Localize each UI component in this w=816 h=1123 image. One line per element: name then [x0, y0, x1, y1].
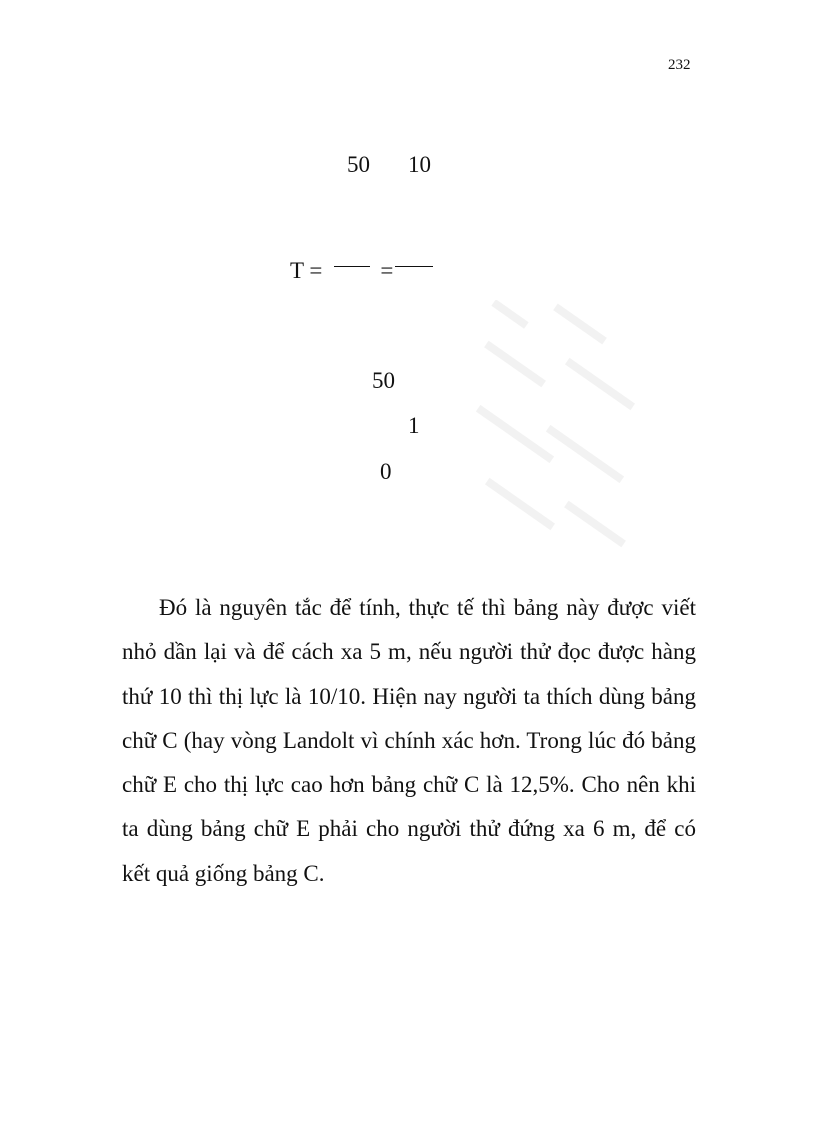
- formula-numerator-right: 10: [408, 152, 431, 177]
- formula-denominator-right-top: 1: [408, 413, 420, 438]
- formula-line: [290, 258, 433, 284]
- fraction-bar-2: [395, 266, 433, 267]
- fraction-bar-1: [334, 266, 370, 267]
- body-paragraph: Đó là nguyên tắc để tính, thực tế thì bảng này được viết nhỏ dần lại và để cách xa 5 m, nếu người thử đọc được hàng thứ 10 thì thị lực là 10/10. Hiện nay người ta thích dùng bảng chữ C (hay vòng Landolt vì chính xác hơn. Trong lúc đó bảng chữ E cho thị lực cao hơn bảng chữ C là 12,5%. Cho nên khi ta dùng bảng chữ E phải cho người thử đứng xa 6 m, để có kết quả giống bảng C.: [122, 595, 696, 886]
- formula-denominator-left: 50: [372, 368, 395, 393]
- formula-denominator-right-bottom: 0: [380, 459, 392, 484]
- formula-equals: =: [380, 258, 394, 283]
- watermark-pattern: [470, 300, 660, 590]
- formula-numerator-left: 50: [347, 152, 370, 177]
- page-number: 232: [668, 57, 691, 73]
- formula-lhs: T =: [290, 258, 323, 283]
